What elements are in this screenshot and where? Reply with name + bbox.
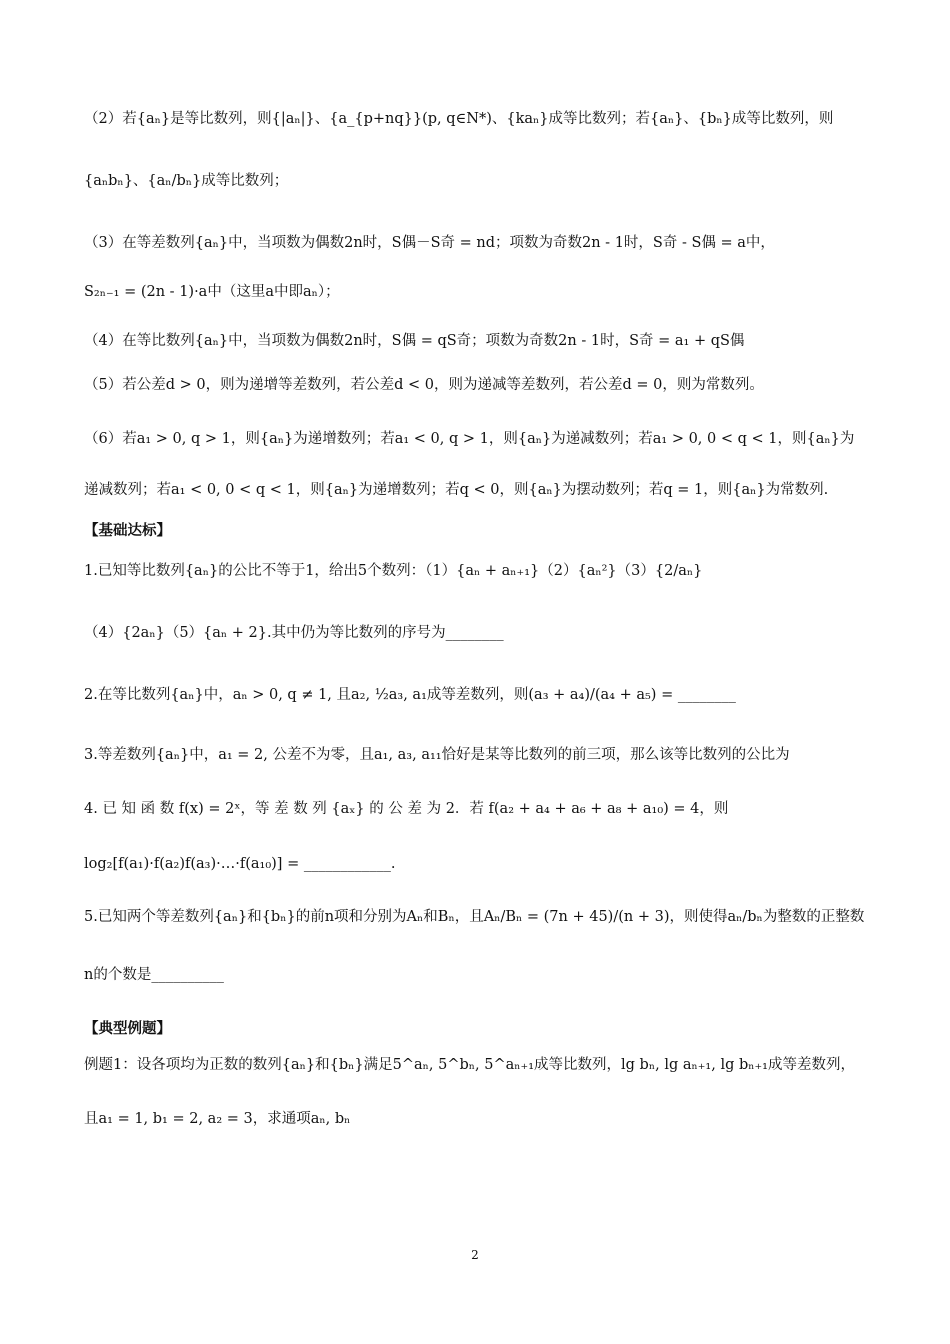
property-2-line-2: {aₙbₙ}、{aₙ/bₙ}成等比数列；: [84, 173, 289, 189]
problem-1-line-1: 1.已知等比数列{aₙ}的公比不等于1，给出5个数列：（1）{aₙ + aₙ₊₁}（2）{aₙ²}（3）{2/aₙ}: [84, 563, 703, 579]
problem-5-line-1: 5.已知两个等差数列{aₙ}和{bₙ}的前n项和分别为Aₙ和Bₙ，且Aₙ/Bₙ = (7n + 45)/(n + 3)，则使得aₙ/bₙ为整数的正整数: [84, 909, 865, 925]
property-4-line: （4）在等比数列{aₙ}中，当项数为偶数2n时，S偶 = qS奇；项数为奇数2n - 1时，S奇 = a₁ + qS偶: [84, 333, 745, 349]
problem-5-line-2: n的个数是__________: [84, 967, 224, 983]
problem-1-line-2: （4）{2aₙ}（5）{aₙ + 2}.其中仍为等比数列的序号为________: [84, 625, 504, 641]
problem-4-line-1: 4. 已 知 函 数 f(x) = 2ˣ，等 差 数 列 {aₓ} 的 公 差 为 2．若 f(a₂ + a₄ + a₆ + a₈ + a₁₀) = 4，则: [84, 801, 729, 817]
property-3-line-1: （3）在等差数列{aₙ}中，当项数为偶数2n时，S偶－S奇 = nd；项数为奇数2n - 1时，S奇 - S偶 = a中，: [84, 235, 775, 251]
problem-4-line-2: log₂[f(a₁)·f(a₂)f(a₃)·…·f(a₁₀)] = ____________.: [84, 856, 396, 872]
property-2-line-1: （2）若{aₙ}是等比数列，则{|aₙ|}、{a_{p+nq}}(p, q∈N*)、{kaₙ}成等比数列；若{aₙ}、{bₙ}成等比数列，则: [84, 111, 834, 127]
property-5-line: （5）若公差d > 0，则为递增等差数列，若公差d < 0，则为递减等差数列，若公差d = 0，则为常数列。: [84, 377, 764, 393]
problem-3-line: 3.等差数列{aₙ}中，a₁ = 2, 公差不为零，且a₁, a₃, a₁₁恰好是某等比数列的前三项，那么该等比数列的公比为: [84, 747, 790, 763]
property-3-line-2: S₂ₙ₋₁ = (2n - 1)·a中（这里a中即aₙ）；: [84, 284, 340, 300]
page-number: 2: [471, 1248, 479, 1262]
section-heading-basic: 【基础达标】: [84, 523, 171, 539]
property-6-line-1: （6）若a₁ > 0, q > 1，则{aₙ}为递增数列；若a₁ < 0, q > 1，则{aₙ}为递减数列；若a₁ > 0, 0 < q < 1，则{aₙ}为: [84, 431, 855, 447]
example-1-line-1: 例题1：设各项均为正数的数列{aₙ}和{bₙ}满足5^aₙ, 5^bₙ, 5^aₙ₊₁成等比数列，lg bₙ, lg aₙ₊₁, lg bₙ₊₁成等差数列，: [84, 1057, 855, 1073]
problem-2-line: 2.在等比数列{aₙ}中，aₙ > 0, q ≠ 1, 且a₂, ½a₃, a₁成等差数列，则(a₃ + a₄)/(a₄ + a₅) = ________: [84, 687, 736, 703]
example-1-line-2: 且a₁ = 1, b₁ = 2, a₂ = 3，求通项aₙ, bₙ: [84, 1111, 351, 1127]
section-heading-examples: 【典型例题】: [84, 1021, 171, 1037]
property-6-line-2: 递减数列；若a₁ < 0, 0 < q < 1，则{aₙ}为递增数列；若q < 0，则{aₙ}为摆动数列；若q = 1，则{aₙ}为常数列.: [84, 482, 829, 498]
